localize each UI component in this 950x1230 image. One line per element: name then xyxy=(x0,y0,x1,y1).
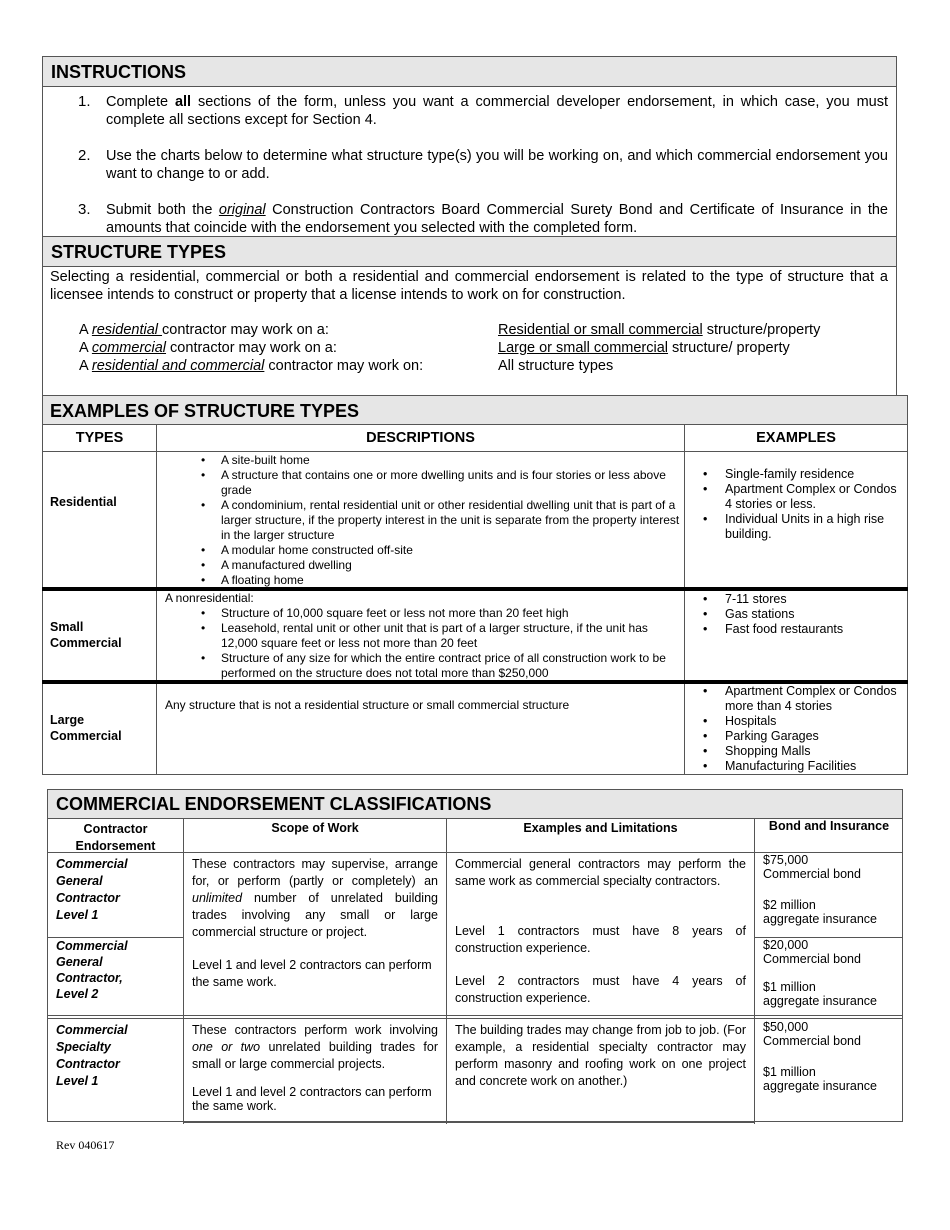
type-residential: Residential xyxy=(50,495,117,509)
list-item: • Hospitals xyxy=(697,714,902,729)
small-lead: A nonresidential: xyxy=(165,591,254,605)
structure-types-title: STRUCTURE TYPES xyxy=(51,242,227,262)
instruction-number: 3. xyxy=(78,201,91,218)
list-item: • A modular home constructed off-site xyxy=(195,543,680,558)
sc-examples: The building trades may change from job to job. (For example, a residential specialty contractor may perform masonry and roofing work on one project and concrete work on another.) xyxy=(455,1023,746,1088)
sc-scope: These contractors perform work involving one or two unrelated building trades for small or large commercial projects. xyxy=(192,1023,439,1071)
col-header-types: TYPES xyxy=(75,430,124,446)
col-header-descriptions: DESCRIPTIONS xyxy=(366,430,475,446)
list-item: • Apartment Complex or Condos 4 stories or less. xyxy=(697,482,902,512)
gc1-bond-insurance: $75,000 Commercial bond $2 million aggregate insurance xyxy=(763,853,877,926)
list-item: • A structure that contains one or more dwelling units and is four stories or less above grade xyxy=(195,468,680,498)
revision-label: Rev 040617 xyxy=(56,1138,115,1152)
instruction-number: 1. xyxy=(78,93,91,110)
small-descriptions xyxy=(195,606,670,681)
instruction-item-2: Use the charts below to determine what structure type(s) you will be working on, and which commercial endorsement you want to change to or add. xyxy=(106,148,888,182)
endorsement-col-header-2: Scope of Work xyxy=(271,821,359,835)
list-item: • 7-11 stores xyxy=(697,592,902,607)
sc-bond-insurance: $50,000 Commercial bond $1 million aggregate insurance xyxy=(763,1020,877,1093)
list-item: • A site-built home xyxy=(195,453,680,468)
endorsement-col-header-4: Bond and Insurance xyxy=(768,819,890,833)
list-item: • A manufactured dwelling xyxy=(195,558,680,573)
residential-descriptions xyxy=(195,453,680,588)
list-item: • Structure of 10,000 square feet or less not more than 20 feet high xyxy=(195,606,670,621)
gc-scope: These contractors may supervise, arrange for, or perform (partly or completely) an unlimited number of unrelated building trades involving any small or large commercial structure or project. xyxy=(192,857,438,939)
instruction-number: 2. xyxy=(78,147,91,164)
endorsement-title: COMMERCIAL ENDORSEMENT CLASSIFICATIONS xyxy=(56,794,492,814)
endorsement-col-header-3: Examples and Limitations xyxy=(523,821,678,835)
endorsement-sc-level-1: Commercial Specialty Contractor Level 1 xyxy=(56,1023,128,1088)
endorsement-header xyxy=(48,790,902,819)
list-item: • A condominium, rental residential unit or other residential dwelling unit that is part of a larger structure, if the property interest in the unit is separate from the property interest in the larger structure xyxy=(195,498,680,543)
type-small-commercial: Small Commercial xyxy=(50,620,122,650)
instruction-item-1: Complete all sections of the form, unless you want a commercial developer endorsement, in which case, you must complete all sections except for Section 4. xyxy=(106,94,888,128)
examples-header xyxy=(43,396,907,425)
list-item: • Gas stations xyxy=(697,607,902,622)
list-item: • Shopping Malls xyxy=(697,744,902,759)
endorsement-gc-level-2: Commercial General Contractor, Level 2 xyxy=(56,939,128,1001)
structure-types-intro: Selecting a residential, commercial or both a residential and commercial endorsement is related to the type of structure that a licensee intends to construct or property that a license intends to work on for construction. xyxy=(50,269,888,303)
instructions-title: INSTRUCTIONS xyxy=(51,62,186,82)
list-item: • A floating home xyxy=(195,573,680,588)
structure-type-row: A commercial contractor may work on a: Large or small commercial structure/ property xyxy=(79,340,790,356)
endorsement-gc-level-1: Commercial General Contractor Level 1 xyxy=(56,857,128,922)
list-item: • Apartment Complex or Condos more than 4 stories xyxy=(697,684,902,714)
list-item: • Fast food restaurants xyxy=(697,622,902,637)
list-item: • Parking Garages xyxy=(697,729,902,744)
examples-column-headers xyxy=(43,425,907,452)
residential-examples xyxy=(697,467,902,542)
col-header-examples: EXAMPLES xyxy=(756,430,836,446)
type-large-commercial: Large Commercial xyxy=(50,713,122,743)
list-item: • Individual Units in a high rise building. xyxy=(697,512,902,542)
instructions-header xyxy=(43,57,896,87)
examples-title: EXAMPLES OF STRUCTURE TYPES xyxy=(50,401,360,421)
list-item: • Leasehold, rental unit or other unit that is part of a larger structure, if the unit has 12,000 square feet or less not more than 20 feet xyxy=(195,621,670,651)
list-item: • Manufacturing Facilities xyxy=(697,759,902,774)
small-examples xyxy=(697,592,902,637)
structure-type-row: A residential contractor may work on a: Residential or small commercial structure/property xyxy=(79,322,821,338)
list-item: • Single-family residence xyxy=(697,467,902,482)
gc-scope-note: Level 1 and level 2 contractors can perform the same work. xyxy=(192,958,432,989)
list-item: • Structure of any size for which the entire contract price of all construction work to be performed on the structure does not total more than $250,000 xyxy=(195,651,670,681)
gc-examples-1: Commercial general contractors may perform the same work as commercial specialty contractors. xyxy=(455,857,746,888)
large-examples xyxy=(697,684,902,774)
structure-types-header xyxy=(43,237,896,267)
gc-examples-2: Level 1 contractors must have 8 years of construction experience. xyxy=(455,924,746,955)
gc2-bond-insurance: $20,000 Commercial bond $1 million aggregate insurance xyxy=(763,938,877,1008)
large-description: Any structure that is not a residential structure or small commercial structure xyxy=(165,698,570,712)
gc-examples-3: Level 2 contractors must have 4 years of construction experience. xyxy=(455,974,746,1005)
sc-scope-note: Level 1 and level 2 contractors can perform the same work. xyxy=(192,1085,432,1113)
instruction-item-3: Submit both the original Construction Contractors Board Commercial Surety Bond and Certificate of Insurance in the amounts that coincide with the endorsement you selected with the completed form. xyxy=(106,202,888,236)
endorsement-col-header-1: Contractor Endorsement xyxy=(75,822,156,853)
structure-type-row: A residential and commercial contractor may work on: All structure types xyxy=(79,358,614,374)
